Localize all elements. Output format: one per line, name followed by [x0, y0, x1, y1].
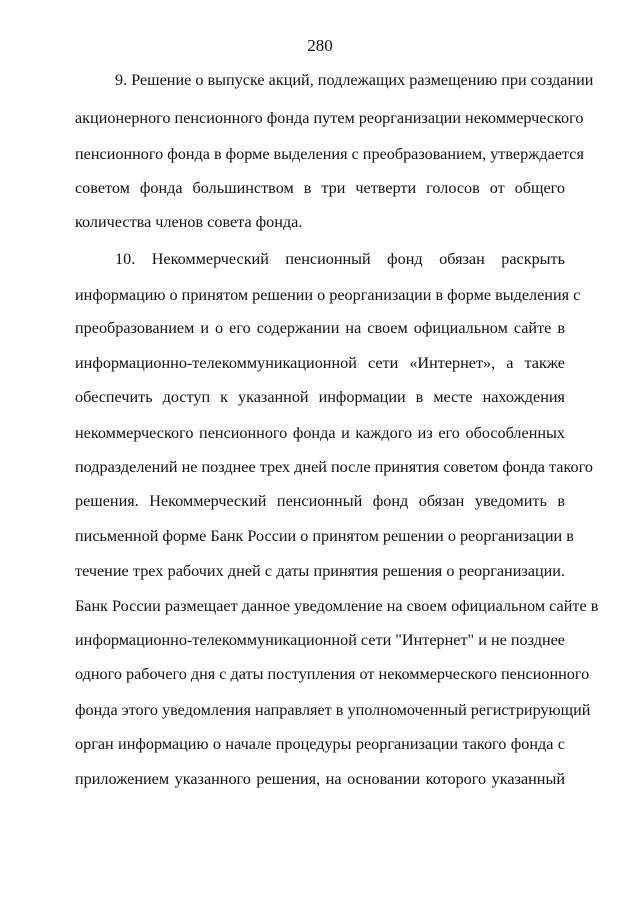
paragraph-10-line: информационно-телекоммуникационной сети "Интернет" и не позднее	[75, 631, 565, 649]
paragraph-10-line: обеспечить доступ к указанной информации в месте нахождения	[75, 388, 565, 406]
paragraph-10-line: приложением указанного решения, на основании которого указанный	[75, 770, 565, 788]
paragraph-10-line: подразделений не позднее трех дней после принятия советом фонда такого	[75, 458, 593, 476]
paragraph-10-line: письменной форме Банк России о принятом решении о реорганизации в	[75, 527, 574, 545]
paragraph-10-line: информационно-телекоммуникационной сети «Интернет», а также	[75, 354, 565, 372]
paragraph-10-line: фонда этого уведомления направляет в уполномоченный регистрирующий	[75, 701, 591, 719]
paragraph-9-line: 9. Решение о выпуске акций, подлежащих размещению при создании	[115, 71, 594, 89]
paragraph-10-line: некоммерческого пенсионного фонда и каждого из его обособленных	[75, 424, 565, 442]
paragraph-10-line: преобразованием и о его содержании на своем официальном сайте в	[75, 319, 565, 337]
paragraph-10-line: Банк России размещает данное уведомление на своем официальном сайте в	[75, 597, 599, 615]
paragraph-10-line: решения. Некоммерческий пенсионный фонд обязан уведомить в	[75, 492, 565, 510]
paragraph-9-line: количества членов совета фонда.	[75, 213, 303, 231]
paragraph-10-line: орган информацию о начале процедуры реорганизации такого фонда с	[75, 735, 565, 753]
paragraph-9-line: акционерного пенсионного фонда путем реорганизации некоммерческого	[75, 109, 584, 127]
paragraph-10-line: информацию о принятом решении о реорганизации в форме выделения с	[75, 286, 581, 304]
paragraph-10-line: течение трех рабочих дней с даты принятия решения о реорганизации.	[75, 562, 565, 580]
paragraph-9-line: советом фонда большинством в три четверти голосов от общего	[75, 179, 565, 197]
paragraph-10-line: 10. Некоммерческий пенсионный фонд обязан раскрыть	[115, 250, 565, 268]
paragraph-9-line: пенсионного фонда в форме выделения с преобразованием, утверждается	[75, 145, 584, 163]
page-number: 280	[307, 36, 333, 55]
paragraph-10-line: одного рабочего дня с даты поступления от некоммерческого пенсионного	[75, 665, 590, 683]
